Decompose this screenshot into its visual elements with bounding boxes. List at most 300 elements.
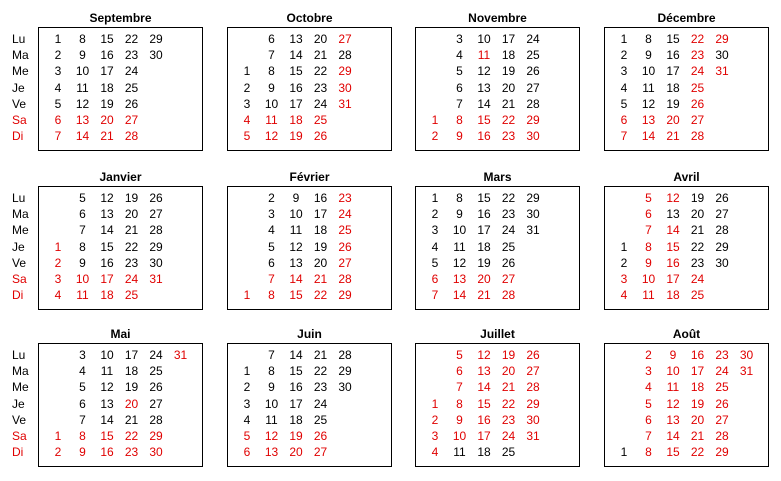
day-cell[interactable]: 21 [313,348,328,362]
day-cell[interactable]: 19 [313,239,328,254]
day-cell[interactable]: 20 [124,396,139,411]
day-cell[interactable]: 3 [620,272,628,286]
day-cell[interactable]: 9 [456,412,463,427]
day-cell[interactable]: 30 [526,207,540,222]
day-cell[interactable]: 1 [620,445,628,460]
day-cell[interactable]: 1 [54,239,62,254]
day-cell[interactable]: 6 [620,113,628,127]
day-cell[interactable]: 12 [666,396,680,411]
day-cell[interactable]: 2 [431,129,439,144]
day-cell[interactable]: 28 [501,288,516,303]
day-cell[interactable]: 17 [124,348,139,362]
day-cell[interactable]: 6 [79,207,86,222]
day-cell[interactable]: 3 [79,348,86,362]
day-cell[interactable]: 18 [124,364,139,379]
day-cell[interactable]: 24 [501,223,516,238]
day-cell[interactable]: 17 [289,96,303,111]
day-cell[interactable]: 20 [501,364,516,379]
day-cell[interactable]: 22 [124,32,139,46]
day-cell[interactable]: 14 [477,380,491,395]
day-cell[interactable]: 8 [79,429,86,443]
day-cell[interactable]: 27 [715,412,729,427]
day-cell[interactable]: 17 [690,364,705,379]
day-cell[interactable]: 29 [715,239,729,254]
day-cell[interactable]: 16 [100,255,114,270]
day-cell[interactable]: 24 [313,96,328,111]
day-cell[interactable]: 9 [79,48,86,63]
day-cell[interactable]: 28 [715,429,729,443]
day-cell[interactable]: 13 [477,364,491,379]
day-cell[interactable]: 15 [666,239,680,254]
day-cell[interactable]: 23 [124,48,139,63]
day-cell[interactable]: 25 [313,113,328,127]
day-cell[interactable]: 29 [526,396,540,411]
day-cell[interactable]: 18 [690,380,705,395]
day-cell[interactable]: 15 [289,288,303,303]
day-cell[interactable]: 5 [645,191,652,205]
day-cell[interactable]: 22 [313,64,328,79]
day-cell[interactable]: 7 [268,272,275,286]
day-cell[interactable]: 21 [501,380,516,395]
day-cell[interactable]: 3 [456,32,463,46]
day-cell[interactable]: 18 [289,412,303,427]
day-cell[interactable]: 22 [501,191,516,205]
day-cell[interactable]: 29 [526,113,540,127]
day-cell[interactable]: 13 [641,113,656,127]
day-cell[interactable]: 23 [124,445,139,460]
day-cell[interactable]: 27 [313,445,328,460]
day-cell[interactable]: 11 [477,48,491,63]
day-cell[interactable]: 30 [526,412,540,427]
day-cell[interactable]: 18 [477,445,491,460]
day-cell[interactable]: 25 [690,80,705,95]
day-cell[interactable]: 25 [124,288,139,303]
day-cell[interactable]: 29 [715,32,729,46]
day-cell[interactable]: 30 [715,255,729,270]
day-cell[interactable]: 29 [149,239,163,254]
day-cell[interactable]: 10 [264,396,279,411]
day-cell[interactable]: 13 [100,396,114,411]
day-cell[interactable]: 26 [526,64,540,79]
day-cell[interactable]: 15 [666,32,680,46]
day-cell[interactable]: 13 [264,445,279,460]
day-cell[interactable]: 10 [666,364,680,379]
day-cell[interactable]: 9 [645,48,652,63]
day-cell[interactable]: 31 [739,364,754,379]
day-cell[interactable]: 29 [149,429,163,443]
day-cell[interactable]: 7 [620,129,628,144]
day-cell[interactable]: 6 [431,272,439,286]
day-cell[interactable]: 21 [313,48,328,63]
day-cell[interactable]: 11 [100,364,114,379]
day-cell[interactable]: 28 [149,223,163,238]
day-cell[interactable]: 13 [666,412,680,427]
day-cell[interactable]: 10 [75,272,90,286]
day-cell[interactable]: 21 [501,96,516,111]
day-cell[interactable]: 5 [243,429,251,443]
day-cell[interactable]: 29 [338,288,352,303]
day-cell[interactable]: 12 [100,191,114,205]
day-cell[interactable]: 11 [453,239,466,254]
day-cell[interactable]: 18 [666,288,680,303]
day-cell[interactable]: 7 [431,288,439,303]
day-cell[interactable]: 26 [715,396,729,411]
day-cell[interactable]: 26 [149,380,163,395]
day-cell[interactable]: 6 [268,32,275,46]
day-cell[interactable]: 24 [149,348,163,362]
day-cell[interactable]: 26 [124,96,139,111]
day-cell[interactable]: 28 [149,412,163,427]
day-cell[interactable]: 24 [501,429,516,443]
day-cell[interactable]: 19 [100,96,114,111]
day-cell[interactable]: 2 [620,255,628,270]
day-cell[interactable]: 14 [100,223,114,238]
day-cell[interactable]: 20 [313,32,328,46]
day-cell[interactable]: 9 [645,255,652,270]
day-cell[interactable]: 21 [666,129,680,144]
day-cell[interactable]: 20 [124,207,139,222]
day-cell[interactable]: 19 [289,429,303,443]
day-cell[interactable]: 4 [243,113,251,127]
day-cell[interactable]: 8 [268,64,275,79]
day-cell[interactable]: 11 [289,223,303,238]
day-cell[interactable]: 30 [338,80,352,95]
day-cell[interactable]: 21 [690,223,705,238]
day-cell[interactable]: 12 [477,64,491,79]
day-cell[interactable]: 7 [54,129,62,144]
day-cell[interactable]: 19 [501,64,516,79]
day-cell[interactable]: 22 [501,396,516,411]
day-cell[interactable]: 25 [501,445,516,460]
day-cell[interactable]: 8 [456,396,463,411]
day-cell[interactable]: 26 [149,191,163,205]
day-cell[interactable]: 24 [124,272,139,286]
day-cell[interactable]: 19 [501,348,516,362]
day-cell[interactable]: 14 [75,129,90,144]
day-cell[interactable]: 27 [715,207,729,222]
day-cell[interactable]: 27 [501,272,516,286]
day-cell[interactable]: 29 [149,32,163,46]
day-cell[interactable]: 31 [173,348,188,362]
day-cell[interactable]: 16 [477,207,491,222]
day-cell[interactable]: 26 [313,129,328,144]
day-cell[interactable]: 14 [100,412,114,427]
day-cell[interactable]: 20 [477,272,491,286]
day-cell[interactable]: 30 [739,348,754,362]
day-cell[interactable]: 22 [313,364,328,379]
day-cell[interactable]: 4 [456,48,463,63]
day-cell[interactable]: 3 [431,223,439,238]
day-cell[interactable]: 16 [100,445,114,460]
day-cell[interactable]: 2 [431,412,439,427]
day-cell[interactable]: 6 [54,113,62,127]
day-cell[interactable]: 8 [645,32,652,46]
day-cell[interactable]: 17 [100,64,114,79]
day-cell[interactable]: 28 [715,223,729,238]
day-cell[interactable]: 1 [620,32,628,46]
day-cell[interactable]: 28 [338,348,352,362]
day-cell[interactable]: 11 [642,288,655,303]
day-cell[interactable]: 3 [645,364,652,379]
day-cell[interactable]: 12 [477,348,491,362]
day-cell[interactable]: 17 [666,64,680,79]
day-cell[interactable]: 22 [124,239,139,254]
day-cell[interactable]: 4 [79,364,86,379]
day-cell[interactable]: 5 [79,191,86,205]
day-cell[interactable]: 2 [243,80,251,95]
day-cell[interactable]: 5 [431,255,439,270]
day-cell[interactable]: 11 [265,412,278,427]
day-cell[interactable]: 12 [75,96,90,111]
day-cell[interactable]: 23 [338,191,352,205]
day-cell[interactable]: 1 [431,396,439,411]
day-cell[interactable]: 1 [620,239,628,254]
day-cell[interactable]: 15 [100,32,114,46]
day-cell[interactable]: 22 [313,288,328,303]
day-cell[interactable]: 21 [124,412,139,427]
day-cell[interactable]: 13 [100,207,114,222]
day-cell[interactable]: 19 [124,191,139,205]
day-cell[interactable]: 19 [289,129,303,144]
day-cell[interactable]: 27 [338,255,352,270]
day-cell[interactable]: 9 [268,380,275,395]
day-cell[interactable]: 17 [289,396,303,411]
day-cell[interactable]: 28 [526,96,540,111]
day-cell[interactable]: 23 [501,412,516,427]
day-cell[interactable]: 2 [620,48,628,63]
day-cell[interactable]: 6 [79,396,86,411]
day-cell[interactable]: 6 [645,207,652,222]
day-cell[interactable]: 22 [124,429,139,443]
day-cell[interactable]: 20 [666,113,680,127]
day-cell[interactable]: 10 [452,429,467,443]
day-cell[interactable]: 24 [338,207,352,222]
day-cell[interactable]: 24 [526,32,540,46]
day-cell[interactable]: 10 [452,223,467,238]
day-cell[interactable]: 11 [666,380,680,395]
day-cell[interactable]: 7 [456,96,463,111]
day-cell[interactable]: 11 [453,445,466,460]
day-cell[interactable]: 1 [243,64,251,79]
day-cell[interactable]: 15 [477,191,491,205]
day-cell[interactable]: 3 [268,207,275,222]
day-cell[interactable]: 14 [666,429,680,443]
day-cell[interactable]: 18 [313,223,328,238]
day-cell[interactable]: 9 [79,445,86,460]
day-cell[interactable]: 14 [289,48,303,63]
day-cell[interactable]: 1 [431,113,439,127]
day-cell[interactable]: 30 [149,48,163,63]
day-cell[interactable]: 15 [666,445,680,460]
day-cell[interactable]: 31 [149,272,163,286]
day-cell[interactable]: 12 [100,380,114,395]
day-cell[interactable]: 18 [501,48,516,63]
day-cell[interactable]: 3 [54,272,62,286]
day-cell[interactable]: 2 [243,380,251,395]
day-cell[interactable]: 25 [715,380,729,395]
day-cell[interactable]: 20 [501,80,516,95]
day-cell[interactable]: 9 [456,207,463,222]
day-cell[interactable]: 8 [79,239,86,254]
day-cell[interactable]: 10 [641,272,656,286]
day-cell[interactable]: 15 [100,239,114,254]
day-cell[interactable]: 29 [338,364,352,379]
day-cell[interactable]: 23 [124,255,139,270]
day-cell[interactable]: 27 [149,207,163,222]
day-cell[interactable]: 28 [526,380,540,395]
day-cell[interactable]: 6 [243,445,251,460]
day-cell[interactable]: 3 [243,96,251,111]
day-cell[interactable]: 1 [431,191,439,205]
day-cell[interactable]: 14 [452,288,467,303]
day-cell[interactable]: 13 [75,113,90,127]
day-cell[interactable]: 11 [76,288,89,303]
day-cell[interactable]: 8 [645,239,652,254]
day-cell[interactable]: 10 [75,64,90,79]
day-cell[interactable]: 22 [690,239,705,254]
day-cell[interactable]: 24 [690,272,705,286]
day-cell[interactable]: 24 [124,64,139,79]
day-cell[interactable]: 12 [289,239,303,254]
day-cell[interactable]: 25 [526,48,540,63]
day-cell[interactable]: 28 [690,129,705,144]
day-cell[interactable]: 17 [313,207,328,222]
day-cell[interactable]: 27 [124,113,139,127]
day-cell[interactable]: 14 [289,348,303,362]
day-cell[interactable]: 11 [76,80,89,95]
day-cell[interactable]: 10 [289,207,303,222]
day-cell[interactable]: 29 [338,64,352,79]
day-cell[interactable]: 9 [669,348,677,362]
day-cell[interactable]: 16 [477,129,491,144]
day-cell[interactable]: 25 [338,223,352,238]
day-cell[interactable]: 12 [264,429,279,443]
day-cell[interactable]: 6 [645,412,652,427]
day-cell[interactable]: 27 [690,113,705,127]
day-cell[interactable]: 23 [313,80,328,95]
day-cell[interactable]: 4 [645,380,652,395]
day-cell[interactable]: 8 [79,32,86,46]
day-cell[interactable]: 18 [100,288,114,303]
day-cell[interactable]: 5 [79,380,86,395]
day-cell[interactable]: 20 [100,113,114,127]
day-cell[interactable]: 10 [100,348,114,362]
day-cell[interactable]: 11 [265,113,278,127]
day-cell[interactable]: 26 [526,348,540,362]
day-cell[interactable]: 6 [268,255,275,270]
day-cell[interactable]: 27 [149,396,163,411]
day-cell[interactable]: 23 [501,129,516,144]
day-cell[interactable]: 13 [666,207,680,222]
day-cell[interactable]: 30 [338,380,352,395]
day-cell[interactable]: 7 [456,380,463,395]
day-cell[interactable]: 2 [54,255,62,270]
day-cell[interactable]: 16 [666,48,680,63]
day-cell[interactable]: 29 [526,191,540,205]
day-cell[interactable]: 26 [690,96,705,111]
day-cell[interactable]: 8 [456,113,463,127]
day-cell[interactable]: 14 [666,223,680,238]
day-cell[interactable]: 22 [690,445,705,460]
day-cell[interactable]: 12 [264,129,279,144]
day-cell[interactable]: 5 [268,239,275,254]
day-cell[interactable]: 30 [149,255,163,270]
day-cell[interactable]: 16 [690,348,705,362]
day-cell[interactable]: 3 [620,64,628,79]
day-cell[interactable]: 18 [477,239,491,254]
day-cell[interactable]: 1 [243,364,251,379]
day-cell[interactable]: 25 [124,80,139,95]
day-cell[interactable]: 4 [431,445,439,460]
day-cell[interactable]: 4 [54,80,62,95]
day-cell[interactable]: 2 [54,48,62,63]
day-cell[interactable]: 16 [477,412,491,427]
day-cell[interactable]: 9 [79,255,86,270]
day-cell[interactable]: 13 [477,80,491,95]
day-cell[interactable]: 16 [100,48,114,63]
day-cell[interactable]: 4 [54,288,62,303]
day-cell[interactable]: 2 [268,191,275,205]
day-cell[interactable]: 16 [666,255,680,270]
day-cell[interactable]: 6 [456,80,463,95]
day-cell[interactable]: 5 [243,129,251,144]
day-cell[interactable]: 26 [313,429,328,443]
day-cell[interactable]: 7 [268,48,275,63]
day-cell[interactable]: 26 [501,255,516,270]
day-cell[interactable]: 31 [526,223,540,238]
day-cell[interactable]: 13 [289,32,303,46]
day-cell[interactable]: 28 [338,48,352,63]
day-cell[interactable]: 4 [620,80,628,95]
day-cell[interactable]: 5 [456,348,463,362]
day-cell[interactable]: 3 [431,429,439,443]
day-cell[interactable]: 14 [477,96,491,111]
day-cell[interactable]: 15 [477,396,491,411]
day-cell[interactable]: 11 [642,80,655,95]
day-cell[interactable]: 16 [289,380,303,395]
day-cell[interactable]: 22 [690,32,705,46]
day-cell[interactable]: 19 [690,191,705,205]
day-cell[interactable]: 13 [289,255,303,270]
day-cell[interactable]: 12 [666,191,680,205]
day-cell[interactable]: 4 [268,223,275,238]
day-cell[interactable]: 20 [289,445,303,460]
day-cell[interactable]: 7 [79,412,86,427]
day-cell[interactable]: 21 [124,223,139,238]
day-cell[interactable]: 29 [715,445,729,460]
day-cell[interactable]: 31 [715,64,729,79]
day-cell[interactable]: 7 [79,223,86,238]
day-cell[interactable]: 22 [501,113,516,127]
day-cell[interactable]: 23 [501,207,516,222]
day-cell[interactable]: 31 [338,96,352,111]
day-cell[interactable]: 14 [641,129,656,144]
day-cell[interactable]: 8 [268,288,275,303]
day-cell[interactable]: 25 [149,364,163,379]
day-cell[interactable]: 24 [715,364,729,379]
day-cell[interactable]: 28 [338,272,352,286]
day-cell[interactable]: 30 [715,48,729,63]
day-cell[interactable]: 3 [243,396,251,411]
day-cell[interactable]: 27 [338,32,352,46]
day-cell[interactable]: 10 [641,64,656,79]
day-cell[interactable]: 6 [456,364,463,379]
day-cell[interactable]: 10 [264,96,279,111]
day-cell[interactable]: 30 [526,129,540,144]
day-cell[interactable]: 24 [313,396,328,411]
day-cell[interactable]: 16 [313,191,328,205]
day-cell[interactable]: 17 [477,223,491,238]
